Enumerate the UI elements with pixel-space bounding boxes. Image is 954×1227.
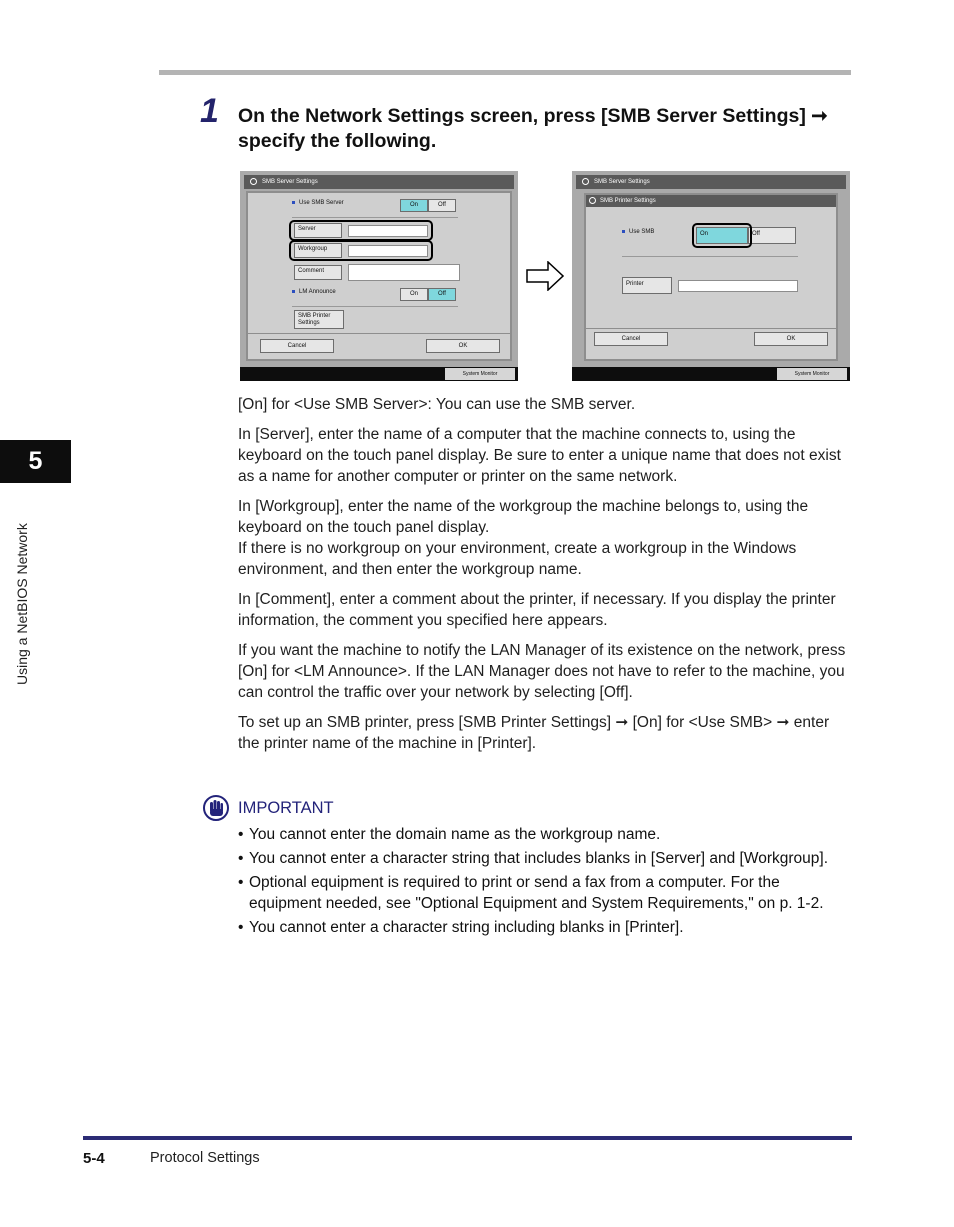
important-list bbox=[238, 824, 838, 941]
settings-pane bbox=[246, 191, 512, 361]
paragraph-comment: In [Comment], enter a comment about the printer, if necessary. If you display the printer information, the comment you specified here appears. bbox=[238, 591, 836, 629]
highlight-server bbox=[289, 220, 433, 241]
use-smb-server-off-button[interactable]: Off bbox=[428, 199, 456, 212]
important-item: • You cannot enter a character string including blanks in [Printer]. bbox=[238, 917, 838, 938]
cancel-button[interactable]: Cancel bbox=[594, 332, 668, 346]
step-number: 1 bbox=[200, 92, 219, 130]
comment-field[interactable] bbox=[348, 264, 460, 281]
divider bbox=[586, 328, 836, 329]
paragraph-use-smb-server: [On] for <Use SMB Server>: You can use the SMB server. bbox=[238, 396, 636, 413]
paragraph-workgroup bbox=[238, 496, 853, 580]
system-monitor-button[interactable]: System Monitor bbox=[445, 368, 515, 380]
use-smb-server-on-button[interactable]: On bbox=[400, 199, 428, 212]
screen-title-bar bbox=[576, 175, 846, 189]
server-button[interactable]: Server bbox=[294, 223, 342, 238]
divider bbox=[292, 217, 458, 218]
lm-announce-label: LM Announce bbox=[292, 289, 336, 295]
printer-settings-pane bbox=[584, 193, 838, 361]
paragraph-smb-printer: To set up an SMB printer, press [SMB Printer Settings] ➞ [On] for <Use SMB> ➞ enter the printer name of the machine in [Printer]. bbox=[238, 714, 830, 752]
use-smb-label: Use SMB bbox=[622, 229, 654, 235]
page-number: 5-4 bbox=[83, 1150, 105, 1167]
highlight-workgroup bbox=[289, 240, 433, 261]
sub-title-bar bbox=[586, 195, 836, 207]
paragraph-server: In [Server], enter the name of a computer that the machine connects to, using the keyboard on the touch panel display. Be sure to enter a unique name that does not exist as a name for another computer or printer on the same network. bbox=[238, 426, 841, 485]
top-rule bbox=[159, 70, 851, 75]
divider bbox=[292, 306, 458, 307]
next-arrow-icon bbox=[526, 261, 564, 291]
ok-button[interactable]: OK bbox=[754, 332, 828, 346]
printer-button[interactable]: Printer bbox=[622, 277, 672, 294]
bottom-rule bbox=[83, 1136, 852, 1140]
bullet-icon bbox=[622, 230, 625, 233]
important-item: • Optional equipment is required to print or send a fax from a computer. For the equipment needed, see "Optional Equipment and System Requirements," on p. 1-2. bbox=[238, 872, 838, 914]
cancel-button[interactable]: Cancel bbox=[260, 339, 334, 353]
screen-title-bar bbox=[244, 175, 514, 189]
ok-button[interactable]: OK bbox=[426, 339, 500, 353]
important-item: • You cannot enter the domain name as the workgroup name. bbox=[238, 824, 838, 845]
smb-printer-settings-button[interactable]: SMB Printer Settings bbox=[294, 310, 344, 329]
important-label: IMPORTANT bbox=[238, 799, 334, 817]
screen-footer bbox=[240, 367, 518, 381]
use-smb-server-label: Use SMB Server bbox=[292, 200, 344, 206]
lm-announce-on-button[interactable]: On bbox=[400, 288, 428, 301]
printer-field[interactable] bbox=[678, 280, 798, 292]
screen-title: SMB Server Settings bbox=[594, 179, 650, 185]
settings-icon bbox=[589, 197, 596, 204]
screen-title: SMB Server Settings bbox=[262, 179, 318, 185]
divider bbox=[622, 256, 798, 257]
screenshot-smb-printer-settings bbox=[572, 171, 850, 381]
workgroup-button[interactable]: Workgroup bbox=[294, 243, 342, 258]
important-hand-icon bbox=[203, 795, 229, 821]
settings-icon bbox=[250, 178, 257, 185]
step-explanation bbox=[238, 394, 853, 763]
system-monitor-button[interactable]: System Monitor bbox=[777, 368, 847, 380]
screen-subtitle: SMB Printer Settings bbox=[600, 198, 656, 204]
chapter-tab: 5 bbox=[0, 440, 71, 483]
settings-icon bbox=[582, 178, 589, 185]
bullet-icon bbox=[292, 290, 295, 293]
chapter-side-label: Using a NetBIOS Network bbox=[14, 523, 30, 685]
paragraph-workgroup-line1: In [Workgroup], enter the name of the workgroup the machine belongs to, using the keyboard on the touch panel display. bbox=[238, 498, 809, 536]
use-smb-off-button[interactable]: Off bbox=[748, 227, 796, 244]
divider bbox=[248, 333, 510, 334]
paragraph-lm-announce: If you want the machine to notify the LAN Manager of its existence on the network, press [On] for <LM Announce>. If the LAN Manager does not have to refer to the machine, you can control the traffic over your network by selecting [Off]. bbox=[238, 642, 846, 701]
important-item: • You cannot enter a character string that includes blanks in [Server] and [Workgroup]. bbox=[238, 848, 838, 869]
bullet-icon bbox=[292, 201, 295, 204]
screen-footer bbox=[572, 367, 850, 381]
comment-button[interactable]: Comment bbox=[294, 265, 342, 280]
highlight-use-smb-on bbox=[692, 223, 752, 248]
use-smb-on-button[interactable]: On bbox=[696, 227, 748, 244]
screenshot-smb-server-settings bbox=[240, 171, 518, 381]
section-name: Protocol Settings bbox=[150, 1150, 260, 1166]
step-heading: On the Network Settings screen, press [SMB Server Settings] ➞ specify the following. bbox=[238, 105, 828, 152]
paragraph-workgroup-line2: If there is no workgroup on your environment, create a workgroup in the Windows environment, and then enter the workgroup name. bbox=[238, 540, 797, 578]
lm-announce-off-button[interactable]: Off bbox=[428, 288, 456, 301]
